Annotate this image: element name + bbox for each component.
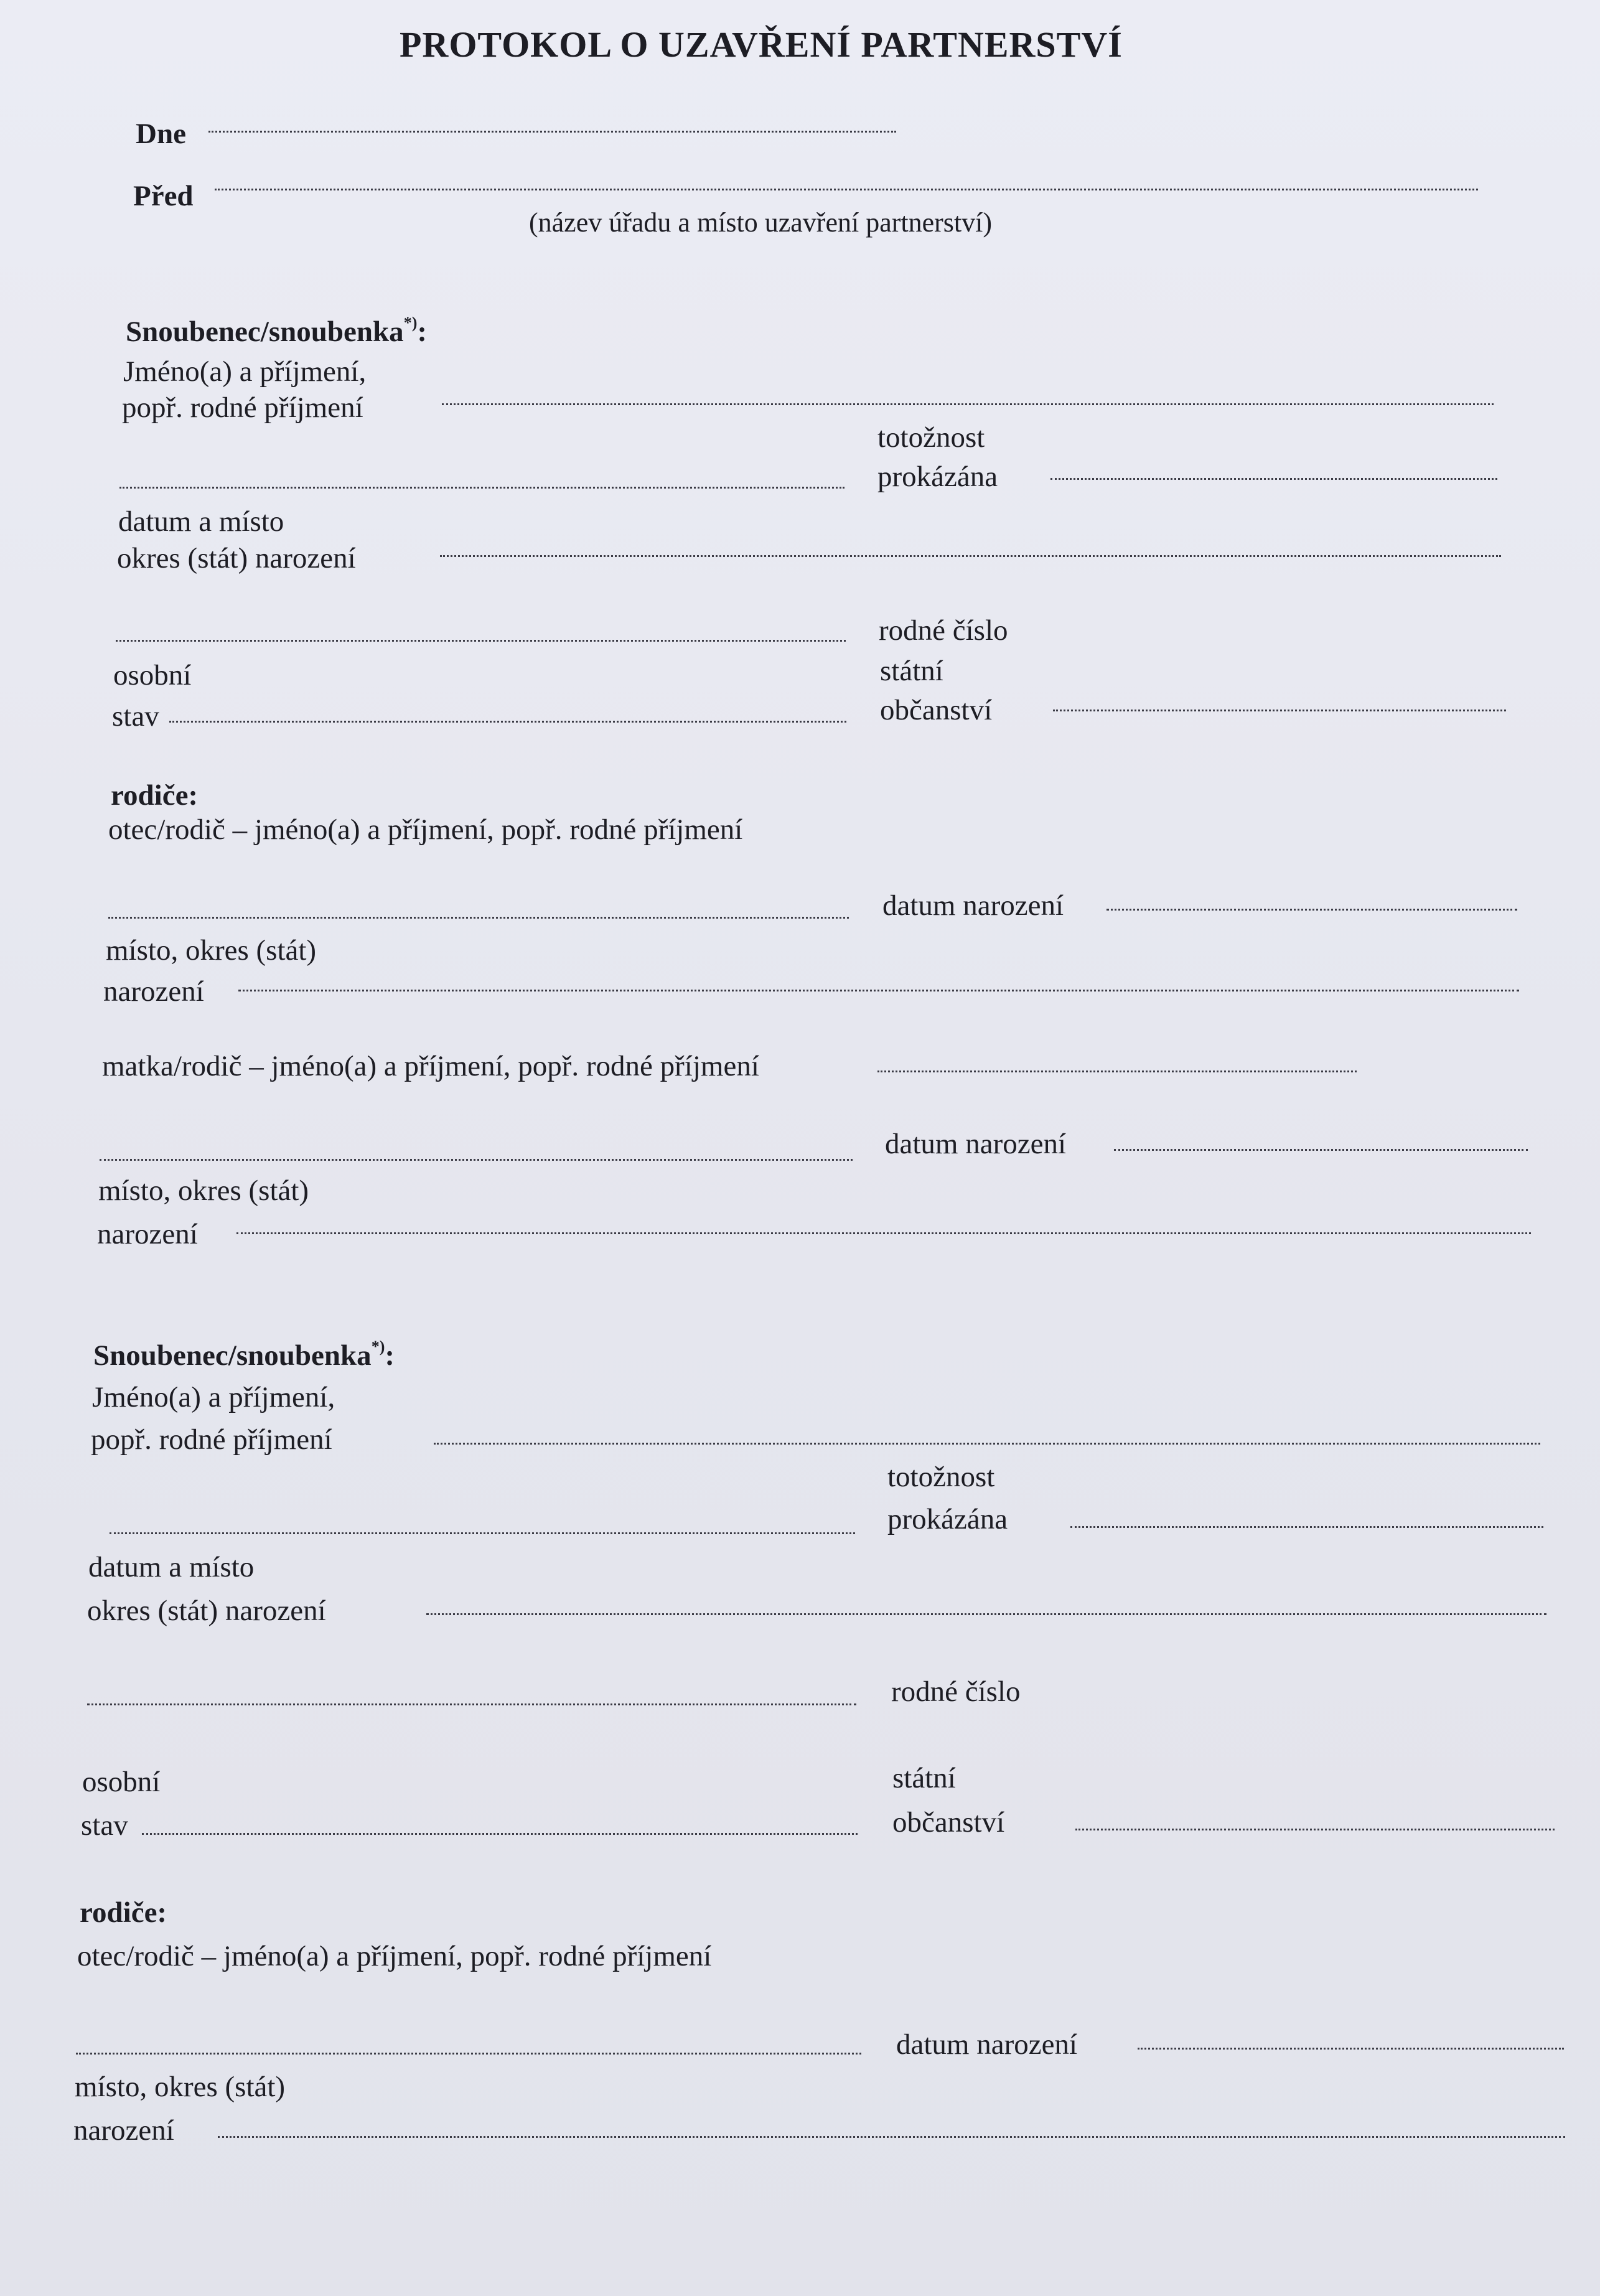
section1-father-place-fill-line[interactable]: [238, 990, 1519, 991]
section1-birth-fill-line[interactable]: [440, 555, 1501, 557]
section1-status-label-1: osobní: [113, 659, 192, 691]
section2-birth-cont-fill-line[interactable]: [87, 1703, 856, 1705]
section1-id-fill-line[interactable]: [1050, 478, 1497, 480]
section1-father-label: otec/rodič – jméno(a) a příjmení, popř. rodné příjmení: [108, 813, 743, 846]
section1-mother-place-label-1: místo, okres (stát): [98, 1174, 309, 1207]
section1-father-place-label-1: místo, okres (stát): [106, 934, 317, 967]
section2-status-label-2: stav: [81, 1809, 128, 1842]
section1-rodne-cislo-label: rodné číslo: [879, 614, 1008, 647]
section1-heading: Snoubenec/snoubenka*):: [126, 314, 428, 348]
section2-id-label-2: prokázána: [887, 1503, 1008, 1535]
section1-name-cont-fill-line[interactable]: [119, 487, 844, 489]
section1-parents-heading: rodiče:: [111, 779, 199, 812]
section2-rodne-cislo-label: rodné číslo: [891, 1675, 1021, 1708]
section1-citizenship-fill-line[interactable]: [1053, 710, 1506, 711]
section1-mother-place-fill-line[interactable]: [236, 1232, 1531, 1234]
section2-citizenship-label-2: občanství: [892, 1806, 1005, 1839]
section1-status-label-2: stav: [112, 700, 159, 733]
section2-father-birthdate-label: datum narození: [896, 2028, 1078, 2061]
section2-birth-label-2: okres (stát) narození: [87, 1595, 326, 1627]
section2-father-label: otec/rodič – jméno(a) a příjmení, popř. rodné příjmení: [77, 1940, 712, 1972]
section1-name-label-2: popř. rodné příjmení: [122, 391, 363, 424]
section1-birth-cont-fill-line[interactable]: [116, 640, 846, 642]
section2-parents-heading: rodiče:: [80, 1896, 167, 1929]
section1-father-place-label-2: narození: [103, 975, 204, 1008]
section1-father-birthdate-fill-line[interactable]: [1106, 909, 1517, 911]
date-fill-line[interactable]: [208, 131, 896, 133]
section2-status-label-1: osobní: [82, 1766, 161, 1798]
section1-mother-place-label-2: narození: [97, 1218, 198, 1250]
section1-citizenship-label-2: občanství: [880, 694, 993, 726]
section1-birth-label-2: okres (stát) narození: [117, 542, 356, 574]
before-label: Před: [133, 180, 194, 212]
section1-name-label-1: Jméno(a) a příjmení,: [123, 355, 367, 388]
section2-father-place-label-1: místo, okres (stát): [75, 2071, 286, 2103]
section2-name-label-1: Jméno(a) a příjmení,: [92, 1381, 335, 1413]
section2-name-label-2: popř. rodné příjmení: [91, 1423, 332, 1456]
section2-citizenship-fill-line[interactable]: [1075, 1829, 1555, 1830]
section1-mother-label: matka/rodič – jméno(a) a příjmení, popř. rodné příjmení: [102, 1050, 759, 1082]
office-note: (název úřadu a místo uzavření partnerství): [529, 207, 993, 238]
section1-father-name-fill-line[interactable]: [108, 917, 849, 919]
section2-birth-fill-line[interactable]: [426, 1613, 1546, 1615]
section1-father-birthdate-label: datum narození: [882, 889, 1064, 922]
section1-mother-birthdate-label: datum narození: [885, 1128, 1067, 1160]
section2-citizenship-label-1: státní: [892, 1762, 956, 1794]
section2-father-name-fill-line[interactable]: [76, 2053, 861, 2055]
section2-birth-label-1: datum a místo: [88, 1551, 255, 1583]
section1-mother-name-cont-fill-line[interactable]: [100, 1159, 853, 1161]
date-label: Dne: [136, 118, 186, 150]
section1-status-fill-line[interactable]: [169, 721, 846, 723]
section1-citizenship-label-1: státní: [880, 655, 943, 687]
section2-name-fill-line[interactable]: [434, 1443, 1540, 1445]
section2-id-label-1: totožnost: [887, 1461, 995, 1493]
section1-name-fill-line[interactable]: [442, 403, 1494, 405]
office-fill-line[interactable]: [215, 189, 1478, 190]
section1-id-label-2: prokázána: [877, 461, 998, 493]
section2-father-place-label-2: narození: [73, 2114, 174, 2147]
section1-mother-name-fill-line[interactable]: [877, 1071, 1357, 1072]
section2-heading: Snoubenec/snoubenka*):: [93, 1338, 395, 1372]
page-title: PROTOKOL O UZAVŘENÍ PARTNERSTVÍ: [400, 24, 1123, 65]
section2-id-fill-line[interactable]: [1070, 1526, 1543, 1528]
section2-father-birthdate-fill-line[interactable]: [1138, 2048, 1564, 2050]
section1-birth-label-1: datum a místo: [118, 505, 284, 538]
section2-name-cont-fill-line[interactable]: [110, 1532, 855, 1534]
section2-status-fill-line[interactable]: [142, 1833, 858, 1835]
section1-mother-birthdate-fill-line[interactable]: [1114, 1149, 1528, 1151]
section1-id-label-1: totožnost: [877, 421, 985, 454]
section2-father-place-fill-line[interactable]: [218, 2136, 1565, 2138]
